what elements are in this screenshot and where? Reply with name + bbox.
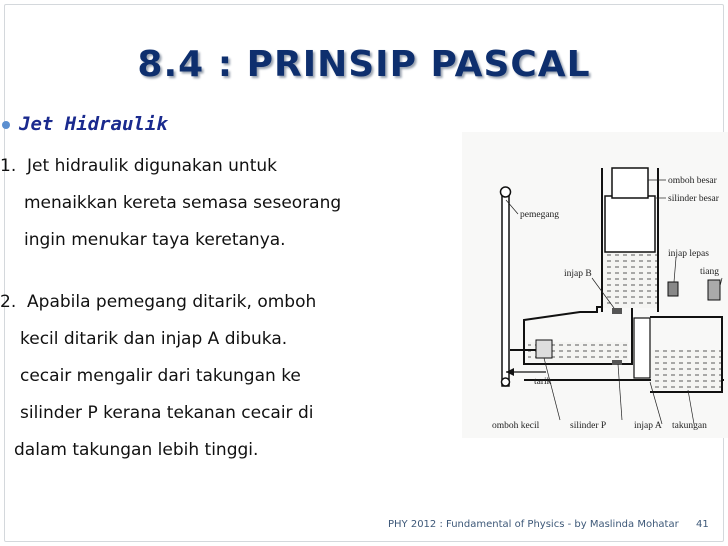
release-valve-shape [668,282,678,296]
label-omboh-besar: omboh besar [668,176,717,186]
label-takungan: takungan [672,421,707,431]
label-tiang: tiang [700,267,719,277]
paragraph1-line1: 1. Jet hidraulik digunakan untuk [0,156,277,176]
section-heading: Jet Hidraulik [19,113,168,135]
large-cylinder-fluid [603,250,657,308]
post-shape [708,280,720,300]
paragraph1-line2: menaikkan kereta semasa seseorang [24,193,342,213]
paragraph2-line2: kecil ditarik dan injap A dibuka. [20,329,288,349]
label-omboh-kecil: omboh kecil [492,421,540,431]
paragraph2-line1: 2. Apabila pemegang ditarik, omboh [0,292,317,312]
slide-title: 8.4 : PRINSIP PASCAL [137,44,591,85]
label-tarik: tarik [534,377,552,387]
paragraph1-line3: ingin menukar taya keretanya. [24,230,286,250]
label-silinder-besar: silinder besar [668,194,719,204]
valve-b-shape [612,308,622,314]
footer-text: PHY 2012 : Fundamental of Physics - by Maslinda Mohatar [388,519,679,530]
paragraph2-line5: dalam takungan lebih tinggi. [14,440,259,460]
label-silinder-p: silinder P [570,421,607,431]
paragraph2-line3: cecair mengalir dari takungan ke [20,366,301,386]
hydraulic-jack-diagram [462,132,728,438]
paragraph2-line4: silinder P kerana tekanan cecair di [20,403,314,423]
valve-a-shape [612,360,622,365]
handle-shape [501,187,511,386]
label-pemegang: pemegang [520,210,560,220]
page-number: 41 [696,519,709,530]
label-injap-b: injap B [564,269,592,279]
small-piston-shape [536,340,552,358]
piston-top-shape [612,168,648,198]
label-injap-a: injap A [634,421,662,431]
reservoir-fluid [651,350,721,390]
label-injap-lepas: injap lepas [668,249,709,259]
large-piston-shape [605,196,655,252]
bullet-dot [2,121,10,129]
